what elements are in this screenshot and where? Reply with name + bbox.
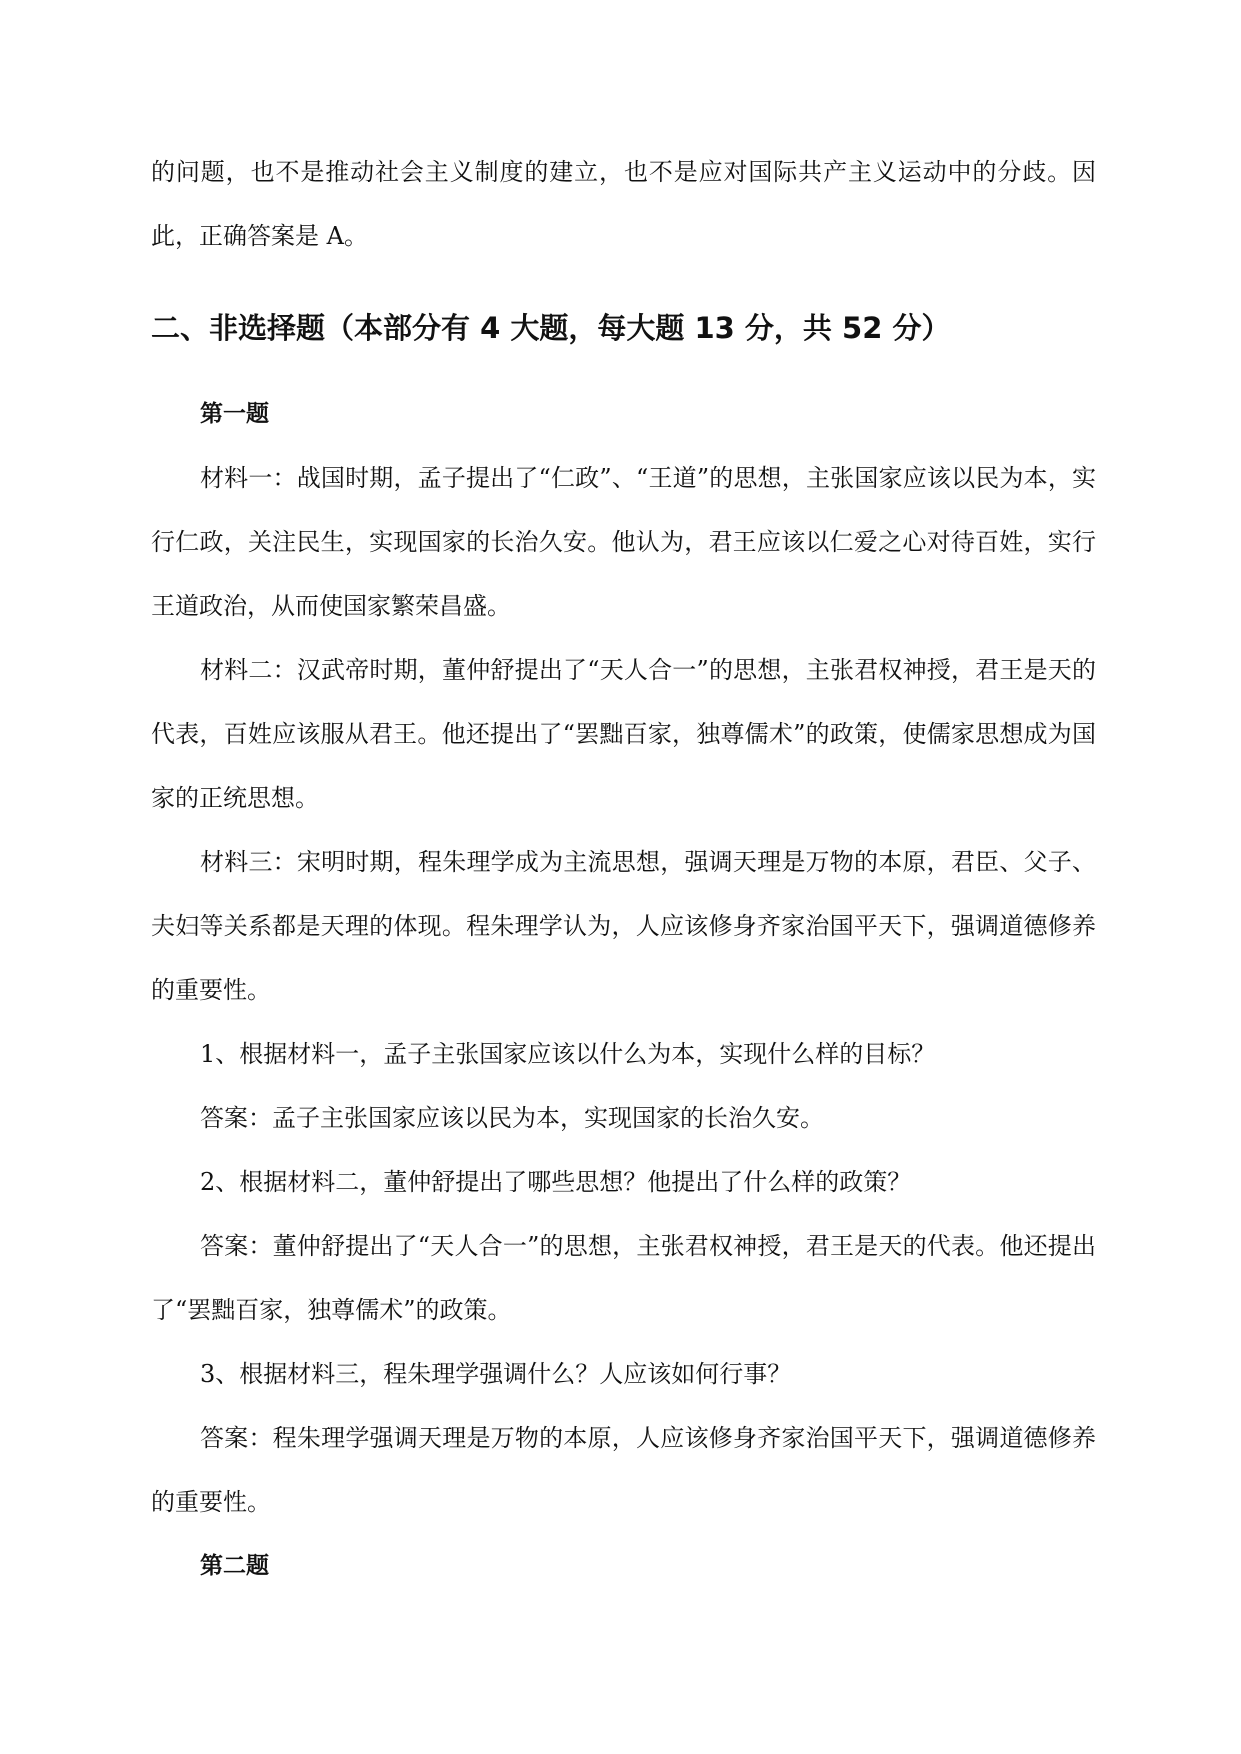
question-1-title: 第一题: [200, 401, 269, 427]
question-1-3: 3、根据材料三，程朱理学强调什么？人应该如何行事？: [200, 1360, 792, 1388]
question-1-1: 1、根据材料一，孟子主张国家应该以什么为本，实现什么样的目标？: [200, 1040, 936, 1068]
question-1-2: 2、根据材料二，董仲舒提出了哪些思想？他提出了什么样的政策？: [200, 1168, 912, 1196]
question-2-title: 第二题: [200, 1553, 269, 1579]
material-1-paragraph: 材料一：战国时期，孟子提出了“仁政”、“王道”的思想，主张国家应该以民为本，实行仁政，关注民生，实现国家的长治久安。他认为，君王应该以仁爱之心对待百姓，实行王道政治，从而使国家繁荣昌盛。: [151, 464, 1096, 620]
material-3-paragraph: 材料三：宋明时期，程朱理学成为主流思想，强调天理是万物的本原，君臣、父子、夫妇等关系都是天理的体现。程朱理学认为，人应该修身齐家治国平天下，强调道德修养的重要性。: [151, 848, 1096, 1004]
section-heading: 二、非选择题（本部分有 4 大题，每大题 13 分，共 52 分）: [151, 311, 951, 345]
answer-1-1: 答案：孟子主张国家应该以民为本，实现国家的长治久安。: [200, 1104, 824, 1132]
answer-1-2: 答案：董仲舒提出了“天人合一”的思想，主张君权神授，君王是天的代表。他还提出了“罢黜百家，独尊儒术”的政策。: [151, 1232, 1096, 1324]
material-2-paragraph: 材料二：汉武帝时期，董仲舒提出了“天人合一”的思想，主张君权神授，君王是天的代表，百姓应该服从君王。他还提出了“罢黜百家，独尊儒术”的政策，使儒家思想成为国家的正统思想。: [151, 656, 1096, 812]
intro-paragraph: 的问题，也不是推动社会主义制度的建立，也不是应对国际共产主义运动中的分歧。因此，正确答案是 A。: [151, 158, 1096, 250]
document-page: [151, 140, 1096, 1598]
answer-1-3: 答案：程朱理学强调天理是万物的本原，人应该修身齐家治国平天下，强调道德修养的重要性。: [151, 1424, 1096, 1516]
